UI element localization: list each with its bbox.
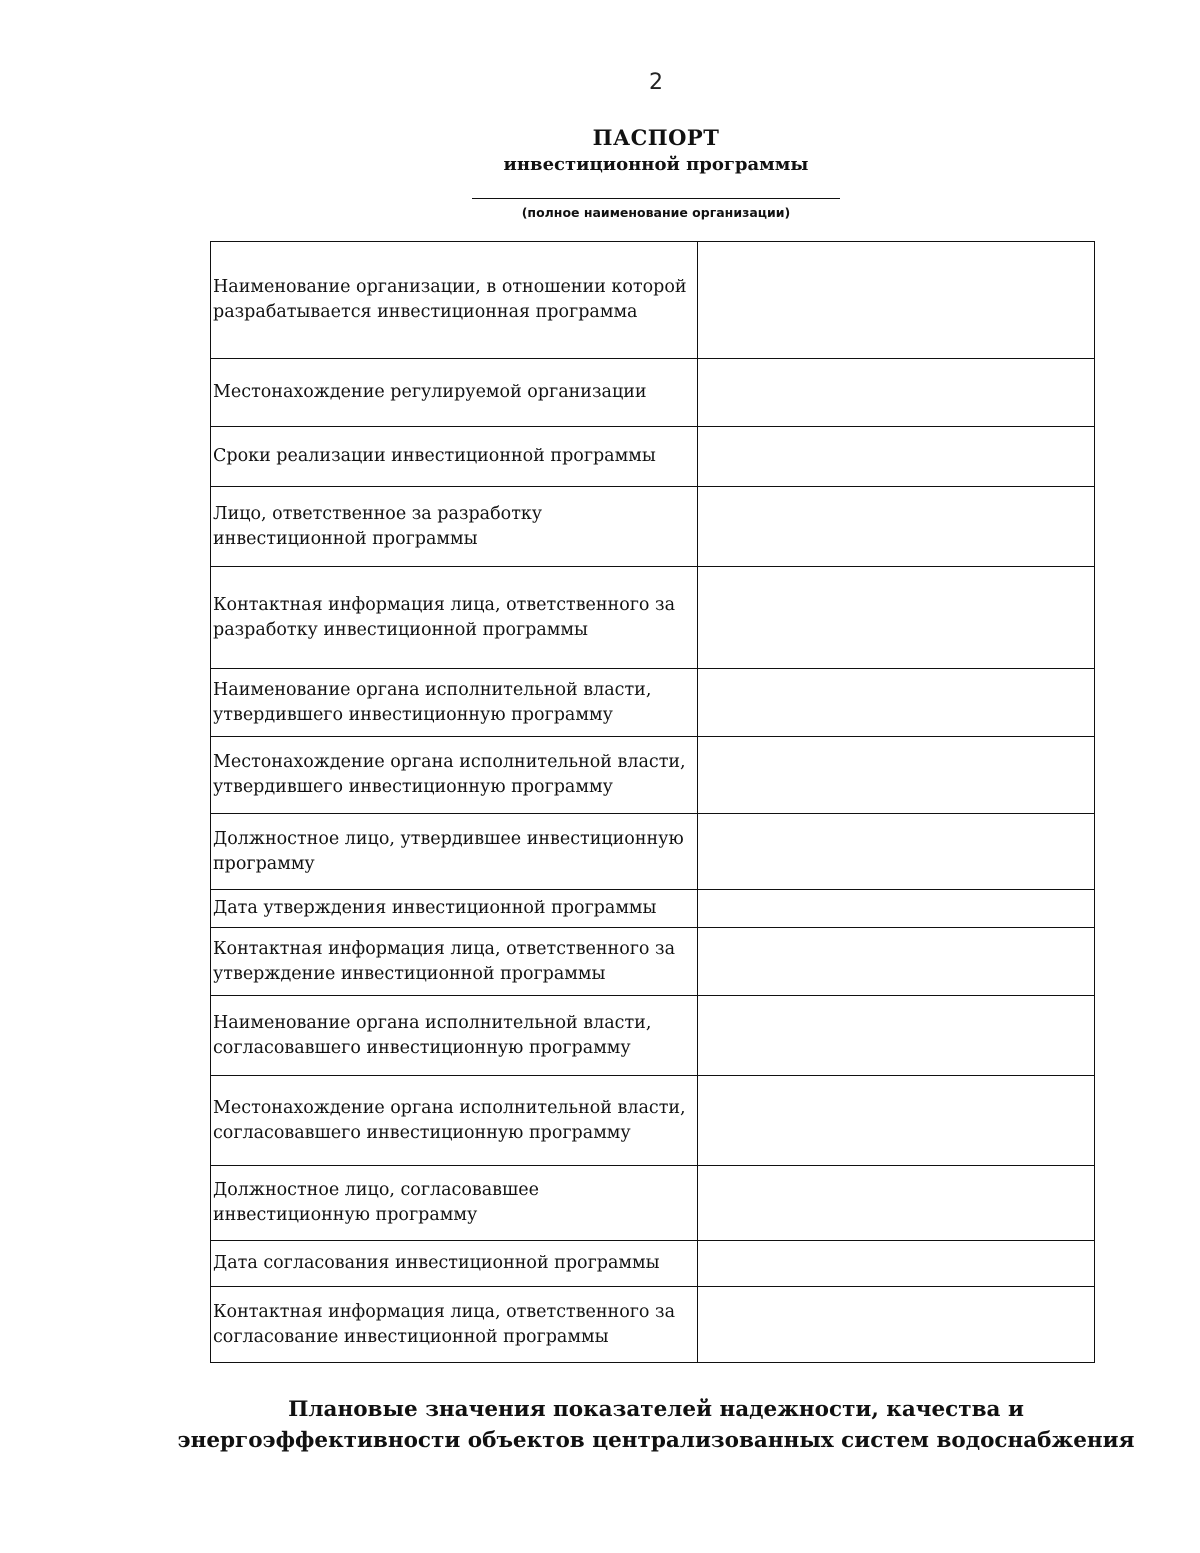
row-value: [698, 487, 1095, 567]
row-value: [698, 1287, 1095, 1363]
table-row: [211, 890, 1095, 928]
table-row: [211, 928, 1095, 996]
document-title: [0, 124, 1200, 178]
row-label: Наименование органа исполнительной власти, согласовавшего инвестиционную программу: [211, 996, 698, 1076]
row-label: Наименование органа исполнительной власти, утвердившего инвестиционную программу: [211, 669, 698, 737]
table-row: [211, 814, 1095, 890]
table-row: [211, 1241, 1095, 1287]
section-heading-line2: энергоэффективности объектов централизованных систем водоснабжения: [177, 1428, 1135, 1453]
table-row: [211, 427, 1095, 487]
table-row: [211, 1076, 1095, 1166]
section-heading: [0, 1394, 1200, 1456]
table-row: [211, 996, 1095, 1076]
row-label: Дата утверждения инвестиционной программы: [211, 890, 698, 928]
table-row: [211, 567, 1095, 669]
row-label: Местонахождение органа исполнительной власти, согласовавшего инвестиционную программу: [211, 1076, 698, 1166]
table-row: [211, 1166, 1095, 1241]
row-value: [698, 737, 1095, 814]
row-label: Должностное лицо, согласовавшее инвестиционную программу: [211, 1166, 698, 1241]
row-label: Контактная информация лица, ответственного за разработку инвестиционной программы: [211, 567, 698, 669]
row-value: [698, 1166, 1095, 1241]
row-value: [698, 890, 1095, 928]
title-sub: инвестиционной программы: [503, 154, 809, 175]
organization-name-line: [472, 198, 840, 199]
table-row: [211, 669, 1095, 737]
page-number: 2: [649, 70, 663, 95]
section-heading-line1: Плановые значения показателей надежности, качества и: [288, 1397, 1024, 1422]
organization-caption: (полное наименование организации): [521, 205, 791, 220]
row-value: [698, 669, 1095, 737]
table-row: [211, 737, 1095, 814]
table-row: [211, 242, 1095, 359]
row-label: Контактная информация лица, ответственного за согласование инвестиционной программы: [211, 1287, 698, 1363]
passport-table: [210, 241, 1095, 1363]
row-value: [698, 814, 1095, 890]
table-row: [211, 1287, 1095, 1363]
row-label: Лицо, ответственное за разработку инвестиционной программы: [211, 487, 698, 567]
row-label: Дата согласования инвестиционной программы: [211, 1241, 698, 1287]
title-main: ПАСПОРТ: [592, 125, 720, 150]
row-label: Местонахождение органа исполнительной власти, утвердившего инвестиционную программу: [211, 737, 698, 814]
row-value: [698, 1241, 1095, 1287]
row-value: [698, 928, 1095, 996]
row-value: [698, 1076, 1095, 1166]
row-value: [698, 996, 1095, 1076]
row-value: [698, 567, 1095, 669]
row-label: Местонахождение регулируемой организации: [211, 359, 698, 427]
row-label: Сроки реализации инвестиционной программы: [211, 427, 698, 487]
table-row: [211, 359, 1095, 427]
row-value: [698, 427, 1095, 487]
row-label: Контактная информация лица, ответственного за утверждение инвестиционной программы: [211, 928, 698, 996]
row-label: Наименование организации, в отношении которой разрабатывается инвестиционная программа: [211, 242, 698, 359]
row-value: [698, 359, 1095, 427]
table-row: [211, 487, 1095, 567]
row-value: [698, 242, 1095, 359]
row-label: Должностное лицо, утвердившее инвестиционную программу: [211, 814, 698, 890]
